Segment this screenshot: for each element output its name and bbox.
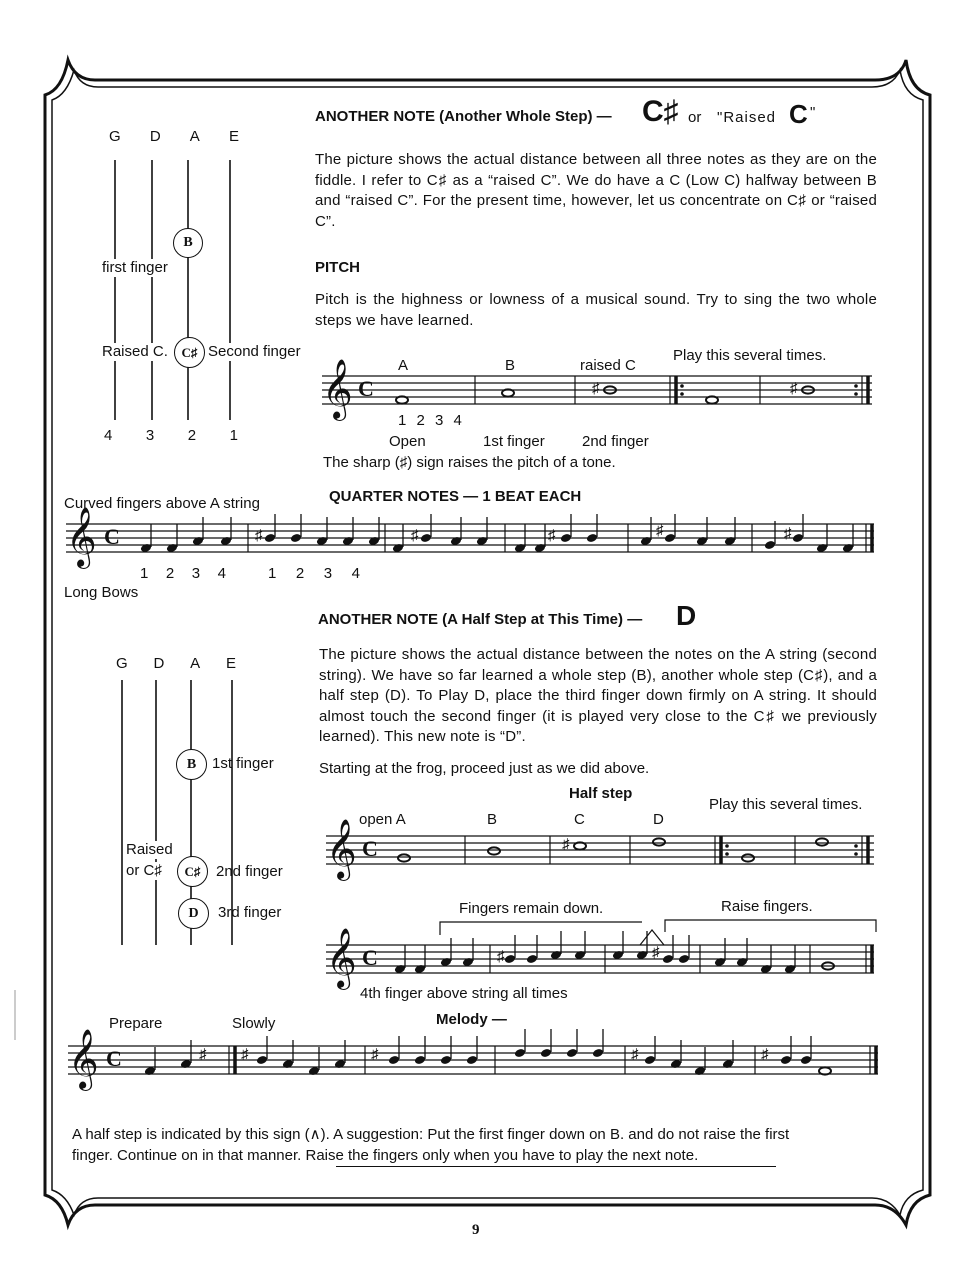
quarter-note: [140, 543, 152, 553]
count: 3: [323, 565, 333, 582]
quarter-note: [724, 536, 736, 546]
label-c: C: [574, 811, 585, 828]
quarter-note: [574, 950, 586, 960]
note-circle-d: D: [178, 898, 209, 929]
count: 1: [268, 565, 277, 582]
treble-clef-quarter: 𝄞: [66, 509, 97, 566]
sharp-sign-melody-4: ♯: [631, 1046, 639, 1063]
sharp-explanation: The sharp (♯) sign raises the pitch of a tone.: [323, 454, 616, 471]
section2-body: The picture shows the actual distance between the notes on the A string (second string). We have so far learned a whole step (B), another whole step (C♯), and a half step (D). To Play D, place the third finger down firmly on A string. It should almost touch the second finger (it is played very close to the C♯ we previously learned). This new note is “D”.: [319, 646, 877, 745]
quarter-note: [640, 536, 652, 546]
quarter-note: [308, 1066, 320, 1076]
string-label-a: A: [189, 128, 200, 145]
quarter-note: [816, 543, 828, 553]
quarter-note: [192, 536, 204, 546]
diagram2-second-finger: 2nd finger: [216, 863, 283, 880]
section1-title-c: C: [789, 99, 808, 129]
quarter-note: [780, 1055, 792, 1065]
starting-instruction: Starting at the frog, proceed just as we did above.: [319, 760, 650, 777]
raised-c-label: Raised C.: [102, 343, 168, 360]
quarter-note: [792, 533, 804, 543]
prepare-label: Prepare: [109, 1015, 163, 1032]
page-number: 9: [472, 1222, 480, 1238]
quarter-note: [540, 1048, 552, 1058]
quarter-note: [636, 950, 648, 960]
string-label-e: E: [225, 655, 236, 672]
sharp-sign-pitch-1: ♯: [592, 380, 600, 397]
quarter-note: [440, 1055, 452, 1065]
diagram2-or-csharp-label: or C♯: [126, 862, 162, 879]
quarter-note: [466, 1055, 478, 1065]
quarter-note: [800, 1055, 812, 1065]
string-label-d: D: [149, 128, 161, 145]
quarter-note: [586, 533, 598, 543]
pitch-label-raised-c: raised C: [580, 357, 636, 374]
time-signature-pitch: C: [358, 376, 374, 401]
string-label-a: A: [190, 655, 201, 672]
quarter-note: [290, 533, 302, 543]
section1-body: The picture shows the actual distance between all three notes as they are on the fiddle. I refer to C♯ as a “raised C”. We do have a C (Low C) halfway between B and “raised C”. For the present time, however, let us concentrate on C♯ or “raised C”.: [315, 151, 877, 230]
quarter-note: [722, 1059, 734, 1069]
finger-number-1: 1: [229, 427, 238, 444]
section1-title-quote: ": [810, 104, 816, 121]
quarter-notes-title: QUARTER NOTES — 1 BEAT EACH: [329, 488, 582, 505]
sharp-sign-melody-3: ♯: [371, 1046, 379, 1063]
quarter-note: [696, 536, 708, 546]
quarter-note: [166, 543, 178, 553]
string-label-g: G: [109, 128, 121, 145]
raise-fingers-label: Raise fingers.: [721, 898, 813, 915]
quarter-note: [514, 543, 526, 553]
quarter-note: [842, 543, 854, 553]
count: 2: [165, 565, 175, 582]
quarter-note: [566, 1048, 578, 1058]
quarter-note: [550, 950, 562, 960]
pitch-label-a: A: [398, 357, 409, 374]
quarter-note: [264, 533, 276, 543]
quarter-note: [678, 954, 690, 964]
pitch-play-instruction: Play this several times.: [673, 347, 827, 364]
pitch-counts: 1 2 3 4: [398, 412, 465, 429]
finger-number-4: 4: [104, 427, 113, 444]
count: 2: [295, 565, 305, 582]
diagram2-first-finger: 1st finger: [212, 755, 274, 772]
section2-title-note: D: [676, 600, 697, 631]
time-signature-section2: C: [362, 836, 378, 861]
treble-clef-section2: 𝄞: [326, 821, 357, 878]
section1-title-note: C♯: [642, 95, 679, 128]
label-d: D: [653, 811, 664, 828]
pitch-second-finger-label: 2nd finger: [582, 433, 649, 450]
quarter-note: [670, 1059, 682, 1069]
count: 4: [351, 565, 360, 582]
sharp-sign-melody-1: ♯: [199, 1046, 207, 1063]
slowly-label: Slowly: [232, 1015, 276, 1032]
pitch-first-finger-label: 1st finger: [483, 433, 545, 450]
quarter-note: [764, 540, 776, 550]
first-finger-label: first finger: [102, 259, 168, 276]
string-label-g: G: [116, 655, 128, 672]
note-circle-b: B: [173, 228, 203, 258]
quarter-note: [282, 1059, 294, 1069]
sharp-sign-exercise-1: ♯: [497, 948, 505, 965]
time-signature-exercise: C: [362, 945, 378, 970]
treble-clef-melody: 𝄞: [68, 1031, 99, 1088]
sharp-sign-quarter-2: ♯: [411, 527, 419, 544]
quarter-note: [316, 536, 328, 546]
section1-title-raised: "Raised: [717, 109, 777, 126]
label-open-a: open A: [359, 811, 406, 828]
pitch-label-b: B: [505, 357, 516, 374]
quarter-note: [644, 1055, 656, 1065]
treble-clef-exercise: 𝄞: [326, 930, 357, 987]
quarter-note: [514, 1048, 526, 1058]
quarter-note: [414, 1055, 426, 1065]
sharp-sign-melody-2: ♯: [241, 1046, 249, 1063]
quarter-note: [414, 964, 426, 974]
sharp-sign-pitch-2: ♯: [790, 380, 798, 397]
quarter-note: [144, 1066, 156, 1076]
sharp-sign-melody-5: ♯: [761, 1046, 769, 1063]
quarter-note: [504, 954, 516, 964]
footer-line-2: finger. Continue on in that manner. Raise the fingers only when you have to play the next note.: [72, 1147, 699, 1164]
quarter-note: [388, 1055, 400, 1065]
fingers-remain-down-label: Fingers remain down.: [459, 900, 604, 917]
long-bows-label: Long Bows: [64, 584, 139, 601]
fourth-finger-label: 4th finger above string all times: [360, 985, 568, 1002]
count: 3: [191, 565, 201, 582]
quarter-note: [394, 964, 406, 974]
section1-title-or: or: [688, 109, 702, 126]
quarter-note: [392, 543, 404, 553]
diagram2-raised-label: Raised: [126, 841, 173, 858]
string-label-e: E: [228, 128, 239, 145]
curved-fingers-label: Curved fingers above A string: [64, 495, 260, 512]
quarter-note: [180, 1059, 192, 1069]
sharp-sign-quarter-4: ♯: [656, 522, 664, 539]
quarter-note: [462, 957, 474, 967]
count: 4: [217, 565, 226, 582]
quarter-note: [420, 533, 432, 543]
treble-clef-pitch: 𝄞: [322, 361, 353, 418]
section2-play-instruction: Play this several times.: [709, 796, 863, 813]
note-circle-b-2: B: [176, 749, 207, 780]
quarter-note: [736, 957, 748, 967]
finger-number-2: 2: [187, 427, 197, 444]
quarter-note: [612, 950, 624, 960]
quarter-note: [694, 1066, 706, 1076]
pitch-open-label: Open: [389, 433, 426, 450]
quarter-note: [368, 536, 380, 546]
second-finger-label: Second finger: [208, 343, 301, 360]
pitch-body: Pitch is the highness or lowness of a musical sound. Try to sing the two whole steps we have learned.: [315, 291, 877, 329]
time-signature-quarter: C: [104, 524, 120, 549]
quarter-note: [560, 533, 572, 543]
quarter-note: [662, 954, 674, 964]
sharp-sign-quarter-3: ♯: [548, 527, 556, 544]
quarter-note: [534, 543, 546, 553]
label-b: B: [487, 811, 498, 828]
time-signature-melody: C: [106, 1046, 122, 1071]
quarter-note: [760, 964, 772, 974]
string-label-d: D: [153, 655, 165, 672]
section1-title: ANOTHER NOTE (Another Whole Step) —: [315, 108, 612, 125]
sharp-sign-exercise-2: ♯: [652, 944, 660, 961]
quarter-note: [334, 1059, 346, 1069]
sharp-sign-quarter-1: ♯: [255, 527, 263, 544]
quarter-note: [476, 536, 488, 546]
quarter-note: [450, 536, 462, 546]
half-step-label: Half step: [569, 785, 633, 802]
quarter-note: [342, 536, 354, 546]
note-circle-csharp: C♯: [174, 337, 205, 368]
quarter-note: [592, 1048, 604, 1058]
note-circle-csharp-2: C♯: [177, 856, 208, 887]
section2-title: ANOTHER NOTE (A Half Step at This Time) —: [318, 611, 643, 628]
footer-line-1: A half step is indicated by this sign (∧). A suggestion: Put the first finger down on B. and do not raise the first: [72, 1126, 790, 1143]
quarter-note: [440, 957, 452, 967]
quarter-note: [714, 957, 726, 967]
pitch-title: PITCH: [315, 259, 360, 276]
diagram2-third-finger: 3rd finger: [218, 904, 282, 921]
count: 1: [140, 565, 149, 582]
sharp-sign-section2: ♯: [562, 836, 570, 853]
melody-title: Melody —: [436, 1011, 507, 1028]
quarter-note: [526, 954, 538, 964]
quarter-note: [664, 533, 676, 543]
sharp-sign-quarter-5: ♯: [784, 525, 792, 542]
finger-number-3: 3: [145, 427, 155, 444]
quarter-note: [784, 964, 796, 974]
quarter-note: [256, 1055, 268, 1065]
quarter-note: [220, 536, 232, 546]
